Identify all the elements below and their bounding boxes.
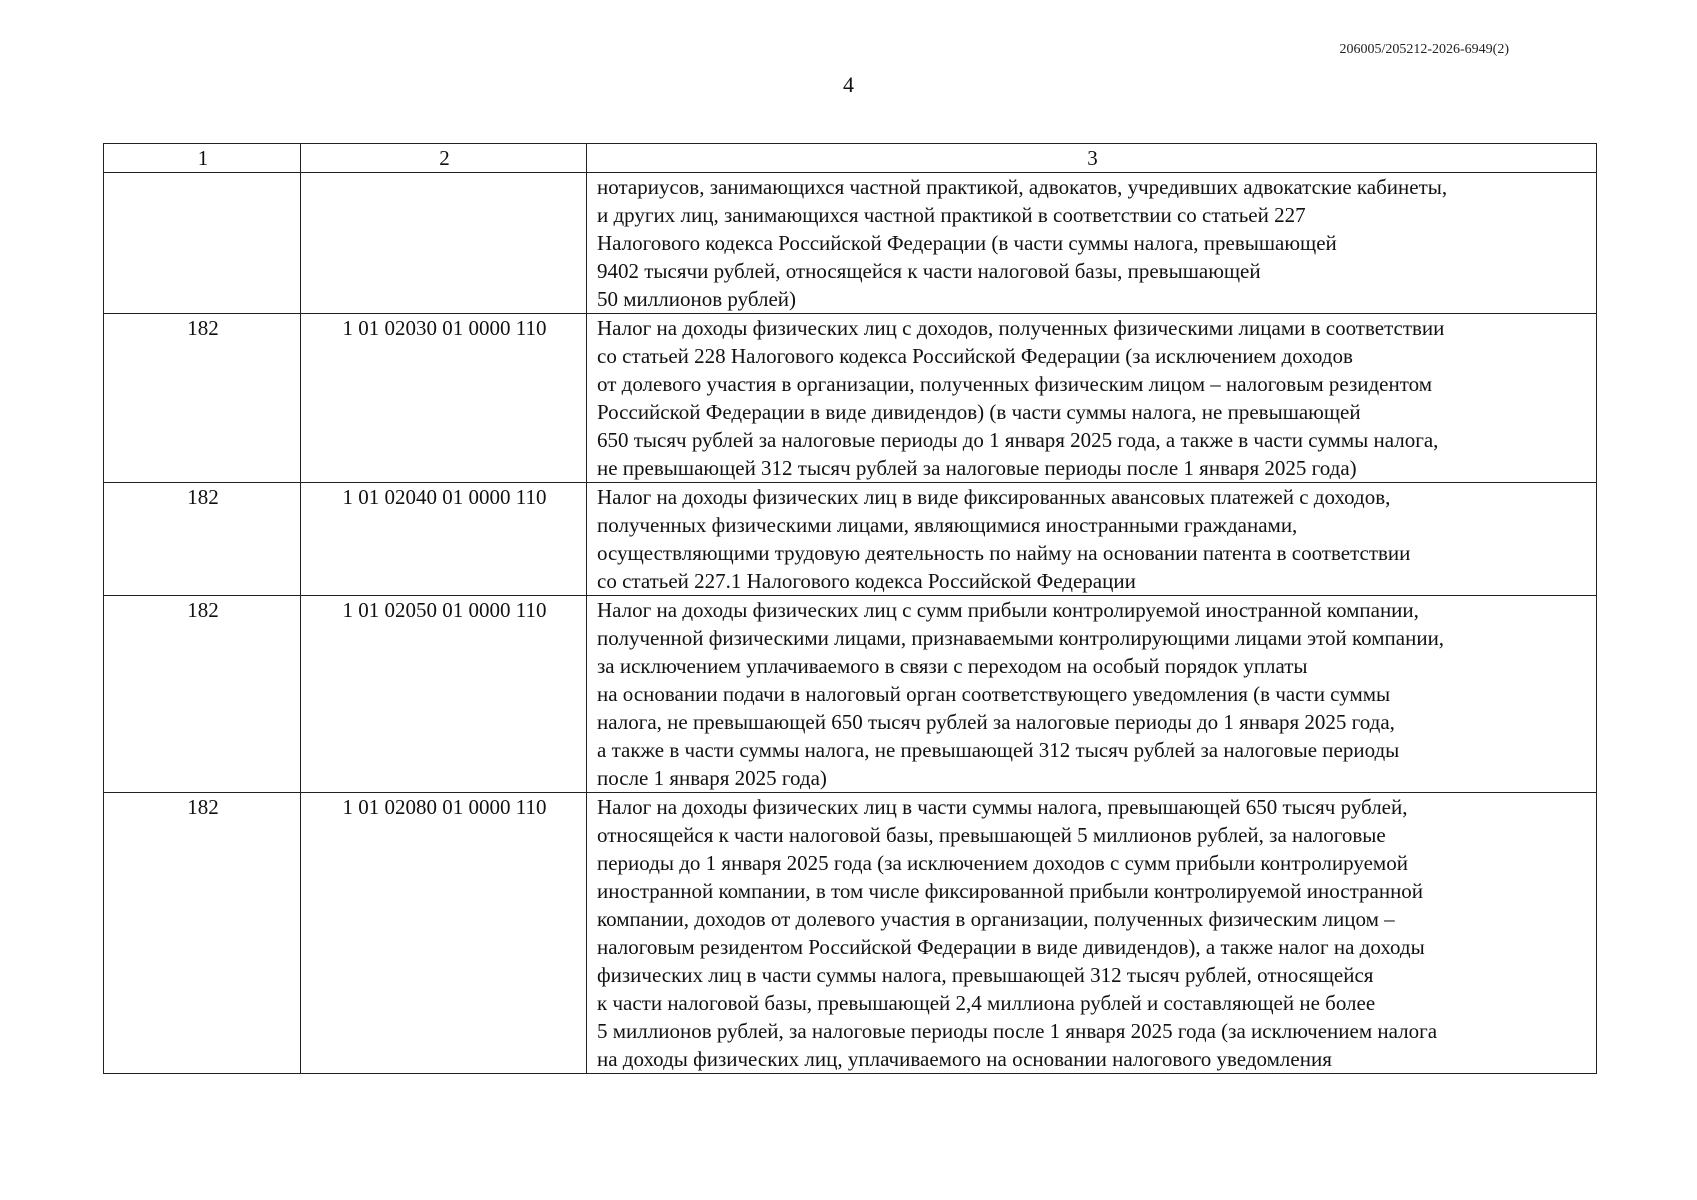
- income-description-cell: [587, 596, 1597, 793]
- description-line: периоды до 1 января 2025 года (за исключением доходов с сумм прибыли контролируемой: [597, 851, 1408, 875]
- income-description-cell: [587, 793, 1597, 1074]
- classification-code-cell: 1 01 02050 01 0000 110: [301, 596, 587, 793]
- admin-code-cell: 182: [104, 314, 301, 483]
- description-line: 5 миллионов рублей, за налоговые периоды после 1 января 2025 года (за исключением налога: [597, 1019, 1438, 1043]
- description-line: Налог на доходы физических лиц в виде фиксированных авансовых платежей с доходов,: [597, 485, 1391, 509]
- page-number: 4: [843, 72, 854, 97]
- description-line: иностранной компании, в том числе фиксированной прибыли контролируемой иностранной: [597, 879, 1424, 903]
- admin-code-cell: 182: [104, 483, 301, 596]
- description-line: не превышающей 312 тысяч рублей за налоговые периоды после 1 января 2025 года): [597, 456, 1357, 480]
- description-line: а также в части суммы налога, не превышающей 312 тысяч рублей за налоговые периоды: [597, 738, 1400, 762]
- description-line: физических лиц в части суммы налога, превышающей 312 тысяч рублей, относящейся: [597, 963, 1374, 987]
- column-header-1: 1: [104, 144, 301, 173]
- table-row: [104, 596, 1597, 793]
- description-line: Налог на доходы физических лиц с доходов, полученных физическими лицами в соответствии: [597, 316, 1445, 340]
- table-row: [104, 483, 1597, 596]
- classification-code-cell: 1 01 02080 01 0000 110: [301, 793, 587, 1074]
- table-row: [104, 793, 1597, 1074]
- description-line: и других лиц, занимающихся частной практикой в соответствии со статьей 227: [597, 203, 1306, 227]
- description-line: Российской Федерации в виде дивидендов) (в части суммы налога, не превышающей: [597, 400, 1361, 424]
- admin-code-cell: 182: [104, 793, 301, 1074]
- description-line: на основании подачи в налоговый орган соответствующего уведомления (в части суммы: [597, 682, 1391, 706]
- admin-code-cell: [104, 173, 301, 314]
- income-description-cell: [587, 483, 1597, 596]
- description-line: осуществляющими трудовую деятельность по найму на основании патента в соответствии: [597, 541, 1411, 565]
- description-line: от долевого участия в организации, полученных физическим лицом – налоговым резидентом: [597, 372, 1433, 396]
- description-line: налога, не превышающей 650 тысяч рублей за налоговые периоды до 1 января 2025 года,: [597, 710, 1395, 734]
- description-line: со статьей 227.1 Налогового кодекса Российской Федерации: [597, 569, 1136, 593]
- description-line: нотариусов, занимающихся частной практикой, адвокатов, учредивших адвокатские кабинеты,: [597, 175, 1448, 199]
- classification-code-cell: 1 01 02040 01 0000 110: [301, 483, 587, 596]
- description-line: Налог на доходы физических лиц с сумм прибыли контролируемой иностранной компании,: [597, 598, 1419, 622]
- description-line: за исключением уплачиваемого в связи с переходом на особый порядок уплаты: [597, 654, 1308, 678]
- description-line: компании, доходов от долевого участия в организации, полученных физическим лицом –: [597, 907, 1395, 931]
- income-description-cell: [587, 314, 1597, 483]
- column-header-3: 3: [587, 144, 1597, 173]
- income-description-cell: [587, 173, 1597, 314]
- description-line: Налогового кодекса Российской Федерации (в части суммы налога, превышающей: [597, 231, 1337, 255]
- description-line: 650 тысяч рублей за налоговые периоды до 1 января 2025 года, а также в части суммы налога,: [597, 428, 1439, 452]
- description-line: после 1 января 2025 года): [597, 766, 827, 790]
- description-line: 50 миллионов рублей): [597, 287, 797, 311]
- admin-code-cell: 182: [104, 596, 301, 793]
- table-row: [104, 314, 1597, 483]
- classification-code-cell: [301, 173, 587, 314]
- description-line: полученной физическими лицами, признаваемыми контролирующими лицами этой компании,: [597, 626, 1445, 650]
- description-line: Налог на доходы физических лиц в части суммы налога, превышающей 650 тысяч рублей,: [597, 795, 1408, 819]
- classification-code-cell: 1 01 02030 01 0000 110: [301, 314, 587, 483]
- description-line: на доходы физических лиц, уплачиваемого на основании налогового уведомления: [597, 1047, 1332, 1071]
- description-line: полученных физическими лицами, являющимися иностранными гражданами,: [597, 513, 1298, 537]
- description-line: со статьей 228 Налогового кодекса Российской Федерации (за исключением доходов: [597, 344, 1353, 368]
- description-line: налоговым резидентом Российской Федерации в виде дивидендов), а также налог на доходы: [597, 935, 1425, 959]
- table-row: [104, 173, 1597, 314]
- column-header-2: 2: [301, 144, 587, 173]
- table-header-row: [104, 144, 1597, 173]
- document-number: 206005/205212-2026-6949(2): [1339, 42, 1509, 57]
- income-classification-table: [103, 143, 1597, 1074]
- description-line: относящейся к части налоговой базы, превышающей 5 миллионов рублей, за налоговые: [597, 823, 1386, 847]
- description-line: к части налоговой базы, превышающей 2,4 миллиона рублей и составляющей не более: [597, 991, 1376, 1015]
- description-line: 9402 тысячи рублей, относящейся к части налоговой базы, превышающей: [597, 259, 1261, 283]
